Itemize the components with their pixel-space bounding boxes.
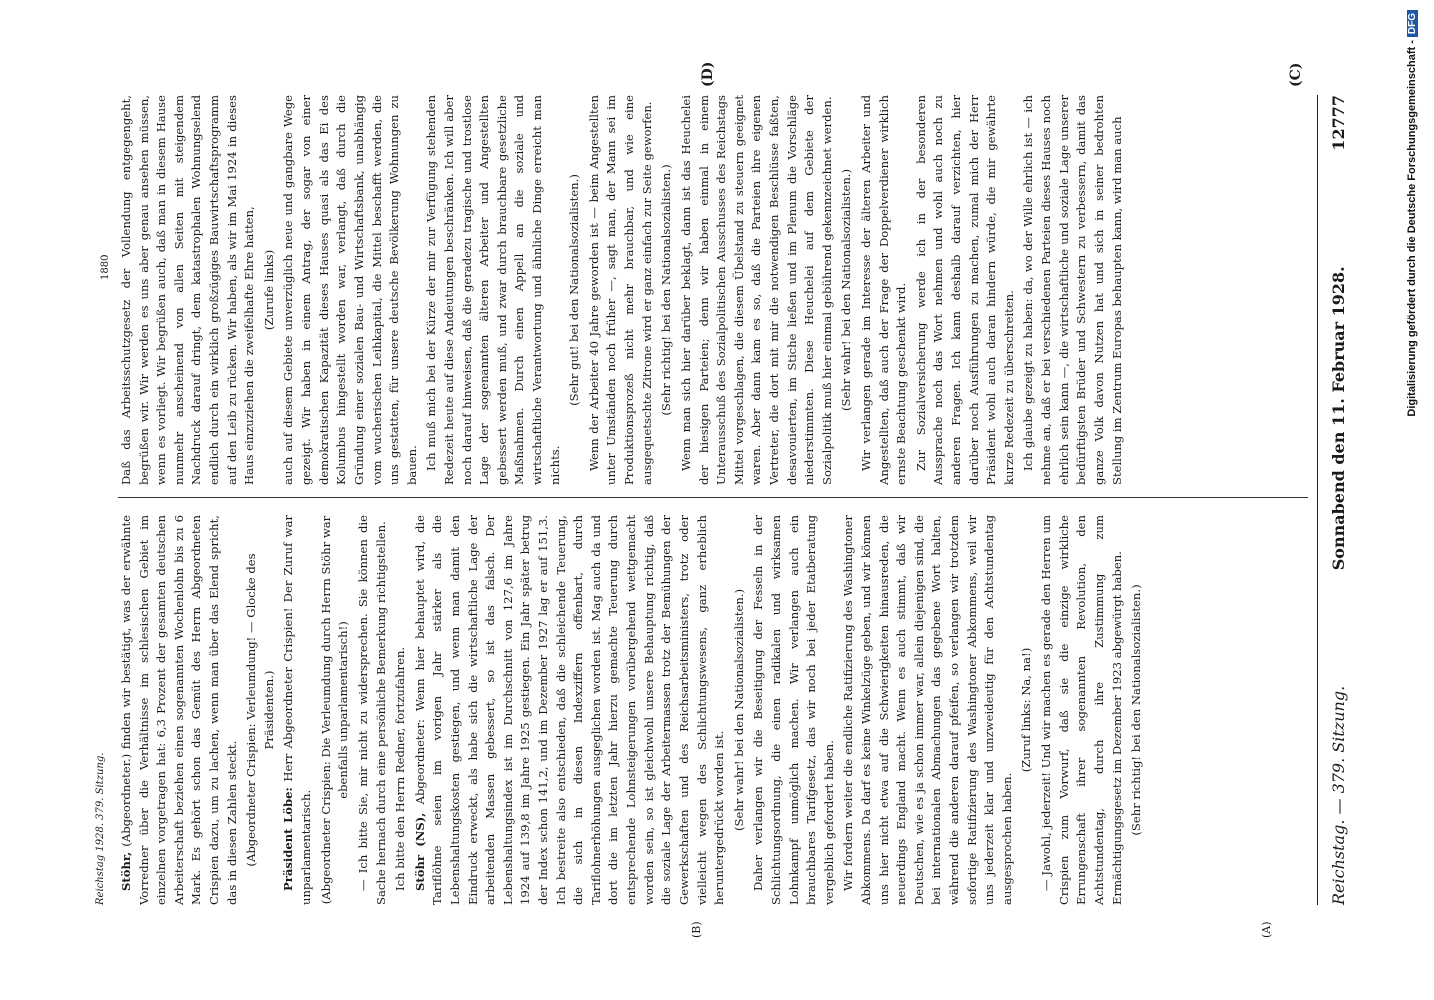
margin-marker-c: (C) bbox=[1288, 62, 1304, 87]
paragraph bbox=[355, 515, 390, 905]
paragraph-text: Daher verlangen wir die Beseitigung der Fesseln in der Schlichtungsordnung, die einen radikalen und wirksamen Lohnkampf unmöglich machen. Wir verlangen auch ein brauchbares Tarifgesetz, das wir noch bei jeder Etatberatung vergeblich gefordert haben. bbox=[751, 515, 836, 905]
paragraph-text: (Sehr gut! bei den Nationalsozialisten.) bbox=[567, 174, 582, 406]
speaker-name: Präsident Löbe: bbox=[281, 781, 296, 891]
paragraph-text: Zur Sozialversicherung werde ich in der besonderen Aussprache noch das Wort nehmen und wohl auch noch zu anderen Fragen. Ich kann deshalb darauf verzichten, hier darüber noch Ausführungen zu machen, zumal mich der Herr Präsident wohl auch daran hindern würde, die mir gewährte kurze Redezeit zu überschreiten. bbox=[913, 95, 1016, 485]
footer-left: Reichstag 1928. 379. Sitzung. bbox=[95, 752, 106, 905]
side-note-text bbox=[1406, 0, 1430, 1000]
header-center: Sonnabend den 11. Februar 1928. bbox=[1328, 266, 1348, 571]
paragraph-text: (Sehr richtig! bei den Nationalsozialisten.) bbox=[659, 164, 674, 416]
paragraph-text: Wir verlangen gerade im Interesse der älteren Arbeiter und Angestellten, daß auch der Frage der Doppelverdiener wirklich ernste Beachtung geschenkt wird. bbox=[858, 95, 909, 485]
paragraph bbox=[261, 95, 279, 485]
paragraph-text: — Ich bitte Sie, mir nicht zu widersprechen. Sie können die Sache hernach durch eine persönliche Bemerkung richtigstellen. bbox=[355, 515, 388, 905]
paragraph bbox=[280, 95, 421, 485]
speaker-name: Stöhr, bbox=[119, 846, 133, 891]
paragraph bbox=[118, 95, 259, 485]
paragraph bbox=[118, 515, 241, 905]
paragraph-text: Daß das Arbeitsschutzgesetz der Vollendung entgegengeht, begrüßen wir. Wir werden es uns aber genau ansehen müssen, wenn es vorliegt. Wir begrüßen auch, daß man in diesem Hause nunmehr anscheinend von allen Seiten mit steigendem Nachdruck darauf dringt, dem katastrophalen Wohnungselend endlich durch ein wirklich großzügiges Bauwirtschaftsprogramm auf den Leib zu rücken. Wir haben, als wir im Mai 1924 in dieses Haus einzuziehen die zweifelhafte Ehre hatten, bbox=[119, 95, 257, 485]
paragraph-text: auch auf diesem Gebiete unverzüglich neue und gangbare Wege gezeigt. Wir haben in einem Antrag, der sogar von einer demokratischen Kapazität dieses Hauses quasi als das Ei des Kolumbus hingestellt worden war, verlangt, daß durch die Gründung einer sozialen Bau- und Wirtschaftsbank, unabhängig vom wucherischen Leihkapital, die Mittel beschafft werden, die uns gestatten, für unsere deutsche Bevölkerung Wohnungen zu bauen. bbox=[281, 95, 419, 485]
paragraph bbox=[280, 515, 315, 905]
paragraph bbox=[658, 95, 676, 485]
header-left: Reichstag. — 379. Sitzung. bbox=[1328, 685, 1348, 905]
paragraph-text: Ich glaube gezeigt zu haben: da, wo der Wille ehrlich ist — ich nehme an, daß er bei verschiedenen Parteien dieses Hauses noch ehrlich sein kann —, die wirtschaftliche und soziale Lage unserer bedürftigsten Brüder und Schwestern zu verbessern, damit das ganze Volk davon Nutzen hat und sich in seiner bedrohten Stellung im Zentrum Europas behaupten kann, wird man auch bbox=[1021, 95, 1124, 485]
paragraph bbox=[1128, 515, 1146, 905]
paragraph bbox=[838, 95, 856, 485]
paragraph-text: Ich bitte den Herrn Redner, fortzufahren. bbox=[393, 646, 408, 891]
paragraph-text: Abgeordneter: Wenn hier behauptet wird, die Tariflöhne seien im vorigen Jahr stärker als die Lebenshaltungskosten gestiegen, und wenn man damit den Eindruck erweckt, als habe sich die wirtschaftliche Lage der arbeitenden Massen gebessert, so ist das falsch. Der Lebenshaltungsindex ist im Durchschnitt von 127,6 im Jahre 1924 auf 139,8 im Jahre 1925 gestiegen. Ein Jahr später betrug der Index schon 141,2, und im Dezember 1927 lag er auf 151,3. Ich bestreite also entschieden, daß die schleichende Teuerung, die sich in diesen Indexziffern offenbart, durch Tariflohnerhöhungen ausgeglichen worden ist. Mag auch da und dort die im letzten Jahr hierzu gemachte Teuerung durch entsprechende Lohnsteigerungen vorübergehend wettgemacht worden sein, so ist gleichwohl unsere Behauptung richtig, daß die soziale Lage der Arbeitermassen trotz der Bemühungen der Gewerkschaften und des Reichsarbeitsministers, trotz oder vielleicht wegen des Schlichtungswesens, ganz erheblich heruntergedrückt worden ist. bbox=[412, 515, 727, 905]
paragraph bbox=[586, 95, 656, 485]
paragraph bbox=[750, 515, 838, 905]
paragraph bbox=[243, 515, 278, 905]
paragraph-text: (Abgeordneter.) finden wir bestätigt, was der erwähnte Vorredner über die Verhältnisse im schlesischen Gebiet im einzelnen vorgetragen hat: 6,3 Prozent der gesamten deutschen Arbeiterschaft beziehen einen sogenannten Wochenlohn bis zu 6 Mark. Es gehört schon das Gemüt des Herrn Abgeordneten Crispien dazu, um zu lachen, wenn man über das Elend spricht, das in diesen Zahlen steckt. bbox=[119, 515, 239, 905]
dfg-badge: DFG bbox=[1407, 10, 1418, 37]
paragraph-text: Ich muß mich bei der Kürze der mir zur Verfügung stehenden Redezeit heute auf diese Andeutungen beschränken. Ich will aber noch darauf hinweisen, daß die geradezu tragische und trostlose Lage der sogenannten älteren Arbeiter und Angestellten gebessert werden muß, und zwar durch brauchbare gesetzliche Maßnahmen. Durch einen Appell an die soziale und wirtschaftliche Verantwortung und ähnliche Dinge erreicht man nichts. bbox=[424, 95, 562, 485]
paragraph-text: (Abgeordneter Crispien: Die Verleumdung durch Herrn Stöhr war ebenfalls unparlamentarisch!) bbox=[318, 515, 351, 905]
paragraph bbox=[678, 95, 836, 485]
right-column bbox=[118, 95, 1308, 485]
column-divider bbox=[118, 497, 1308, 498]
speaker-name: Stöhr (NS), bbox=[412, 804, 427, 891]
page-number: 12777 bbox=[1328, 95, 1348, 151]
left-column bbox=[118, 515, 1308, 905]
paragraph-text: (Abgeordneter Crispien: Verleumdung! — Glocke des Präsidenten.) bbox=[244, 553, 276, 867]
paragraph bbox=[858, 95, 911, 485]
margin-marker-d: (D) bbox=[700, 61, 716, 87]
paragraph-text: (Sehr wahr! bei den Nationalsozialisten.) bbox=[839, 168, 854, 412]
paragraph-text: (Zuruf links: Na, na!) bbox=[1019, 647, 1034, 773]
paragraph bbox=[423, 95, 564, 485]
side-note-label: Digitalisierung gefördert durch die Deutsche Forschungsgemeinschaft - bbox=[1406, 40, 1418, 417]
paragraph bbox=[318, 515, 353, 905]
page-header bbox=[1326, 95, 1350, 905]
paragraph-text: (Sehr richtig! bei den Nationalsozialisten.) bbox=[1129, 584, 1144, 836]
paragraph bbox=[913, 95, 1019, 485]
margin-marker-b: (B) bbox=[690, 921, 703, 938]
paragraph bbox=[731, 515, 749, 905]
side-note bbox=[1396, 0, 1434, 1000]
paragraph bbox=[566, 95, 584, 485]
paragraph-text: Wenn der Arbeiter 40 Jahre geworden ist — beim Angestellten unter Umständen noch früher —, sagt man, der Mann sei im Produktionsprozeß nicht mehr brauchbar, und wie eine ausgequetschte Zitrone wird er ganz einfach zur Seite geworfen. bbox=[586, 95, 654, 485]
header-rule bbox=[1317, 95, 1318, 905]
footer-page-number: 1880 bbox=[100, 254, 111, 280]
paragraph bbox=[392, 515, 410, 905]
paragraph bbox=[840, 515, 1016, 905]
paragraph-text: Herr Abgeordneter Crispien! Der Zuruf war unparlamentarisch. bbox=[281, 515, 314, 905]
margin-marker-a: (A) bbox=[1260, 921, 1273, 938]
paragraph-text: (Zurufe links) bbox=[261, 249, 276, 331]
paragraph bbox=[1038, 515, 1126, 905]
paragraph-text: — Jawohl, jederzeit! Und wir machen es gerade den Herren um Crispien zum Vorwurf, daß sie die einzige wirkliche Errungenschaft ihrer sogenannten Revolution, den Achtstundentag, durch ihre Zustimmung zum Ermächtigungsgesetz im Dezember 1923 abgewürgt haben. bbox=[1039, 515, 1124, 905]
paragraph-text: Wir fordern weiter die endliche Ratifizierung des Washingtoner Abkommens. Da darf es keine Winkelzüge geben, und wir können uns hier nicht etwa auf die Schwierigkeiten hinausreden, die neuerdings England macht. Wenn es auch stimmt, daß wir Deutschen, wie es ja schon immer war, allein diejenigen sind, die bei internationalen Abmachungen das gegebene Wort halten, während die anderen darauf pfeifen, so verlangen wir trotzdem sofortige Ratifizierung des Washingtoner Abkommens, weil wir uns jederzeit klar und unzweideutig für den Achtstundentag ausgesprochen haben. bbox=[841, 515, 1014, 905]
paragraph-text: (Sehr wahr! bei den Nationalsozialisten.) bbox=[731, 588, 746, 832]
paragraph-text: Wenn man sich hier darüber beklagt, dann ist das Heuchelei der hiesigen Parteien; denn wir haben einmal in einem Unterausschuß des Sozialpolitischen Ausschusses des Reichstags Mittel vorgeschlagen, die diesem Übelstand zu steuern geeignet waren. Aber dann kam es so, daß die Parteien ihre eigenen Vertreter, die dort mit mir die notwendigen Beschlüsse faßten, desavouierten, im Stiche ließen und im Plenum die Vorschläge niederstimmten. Diese Heuchelei auf dem Gebiete der Sozialpolitik muß hier einmal gebührend gekennzeichnet werden. bbox=[678, 95, 834, 485]
paragraph bbox=[1020, 95, 1126, 485]
paragraph bbox=[1018, 515, 1036, 905]
paragraph bbox=[412, 515, 729, 905]
